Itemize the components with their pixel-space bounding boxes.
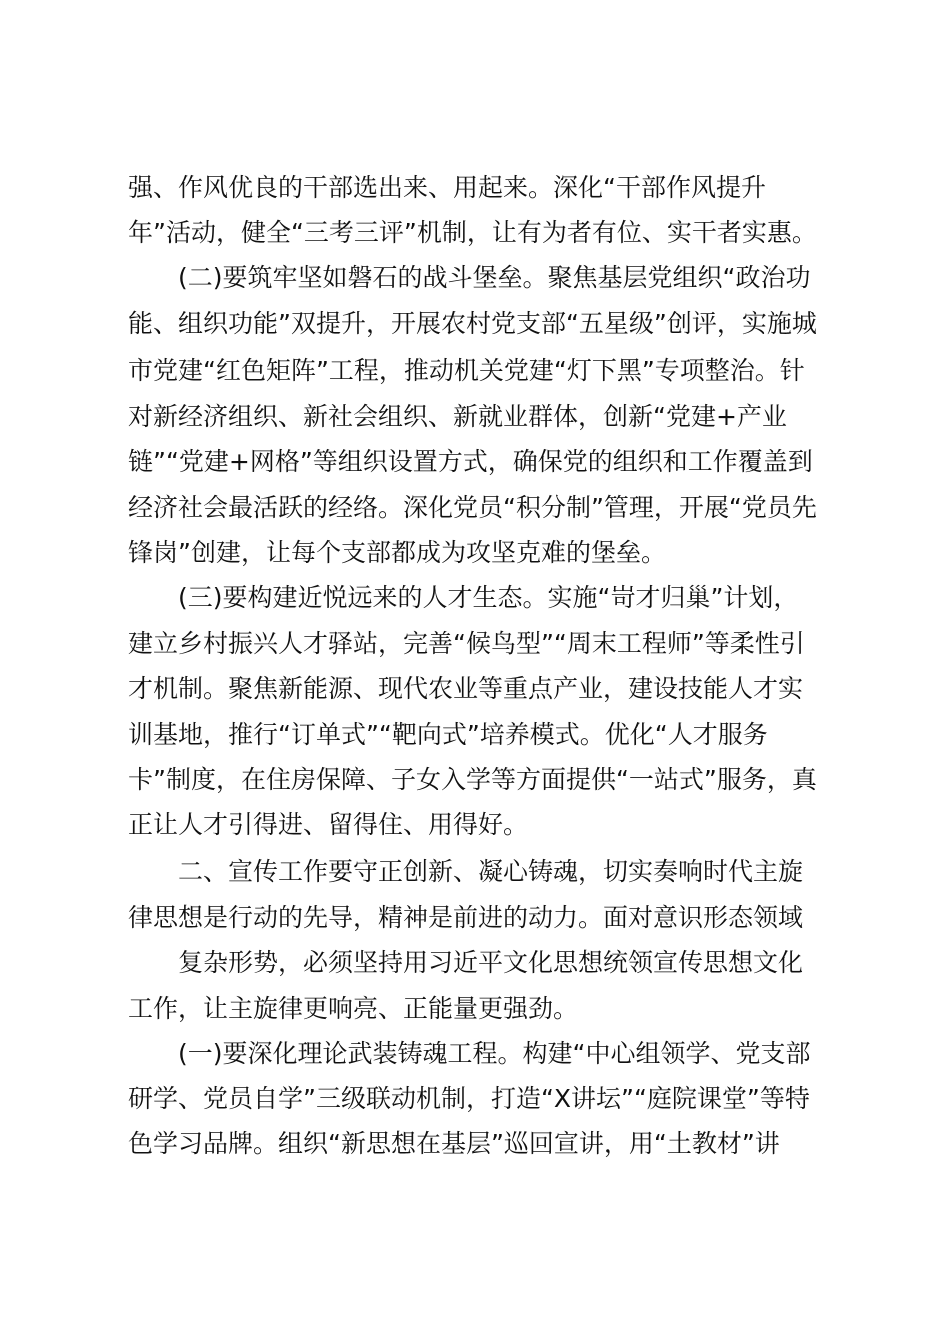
text-line: 强、作风优良的干部选出来、用起来。深化“干部作风提升 (128, 173, 766, 202)
text-line: 律思想是行动的先导，精神是前进的动力。面对意识形态领域 (128, 903, 804, 932)
text-line: 链”“党建+网格”等组织设置方式，确保党的组织和工作覆盖到 (128, 447, 813, 476)
text-line: 锋岗”创建，让每个支部都成为攻坚克难的堡垒。 (128, 538, 666, 567)
text-line: 卡”制度，在住房保障、子女入学等方面提供“一站式”服务，真 (128, 765, 817, 794)
paragraph-start-line: (三)要构建近悦远来的人才生态。实施“岢才归巢”计划， (178, 583, 799, 612)
text-line: 经济社会最活跃的经络。深化党员“积分制”管理，开展“党员先 (128, 493, 817, 522)
text-line: 市党建“红色矩阵”工程，推动机关党建“灯下黑”专项整治。针 (128, 356, 805, 385)
text-line: 年”活动，健全“三考三评”机制，让有为者有位、实干者实惠。 (128, 218, 817, 247)
paragraph-start-line: (二)要筑牢坚如磐石的战斗堡垒。聚焦基层党组织“政治功 (178, 263, 811, 292)
text-line: 对新经济组织、新社会组织、新就业群体，创新“党建+产业 (128, 402, 787, 431)
text-line: 色学习品牌。组织“新思想在基层”巡回宣讲，用“土教材”讲 (128, 1129, 780, 1158)
section-heading-line: 二、宣传工作要守正创新、凝心铸魂，切实奏响时代主旋 (178, 857, 804, 886)
text-line: 建立乡村振兴人才驿站，完善“候鸟型”“周末工程师”等柔性引 (128, 629, 805, 658)
text-line: 才机制。聚焦新能源、现代农业等重点产业，建设技能人才实 (128, 674, 804, 703)
text-line: 能、组织功能”双提升，开展农村党支部“五星级”创评，实施城 (128, 309, 817, 338)
text-line: 正让人才引得进、留得住、用得好。 (128, 810, 529, 839)
text-line: 工作，让主旋律更响亮、正能量更强劲。 (128, 994, 579, 1023)
text-line: 训基地，推行“订单式”“靶向式”培养模式。优化“人才服务 (128, 720, 768, 749)
paragraph-start-line: (一)要深化理论武装铸魂工程。构建“中心组领学、党支部 (178, 1039, 811, 1068)
text-line: 复杂形势，必须坚持用习近平文化思想统领宣传思想文化 (178, 948, 804, 977)
text-line: 研学、党员自学”三级联动机制，打造“X讲坛”“庭院课堂”等特 (128, 1084, 810, 1113)
